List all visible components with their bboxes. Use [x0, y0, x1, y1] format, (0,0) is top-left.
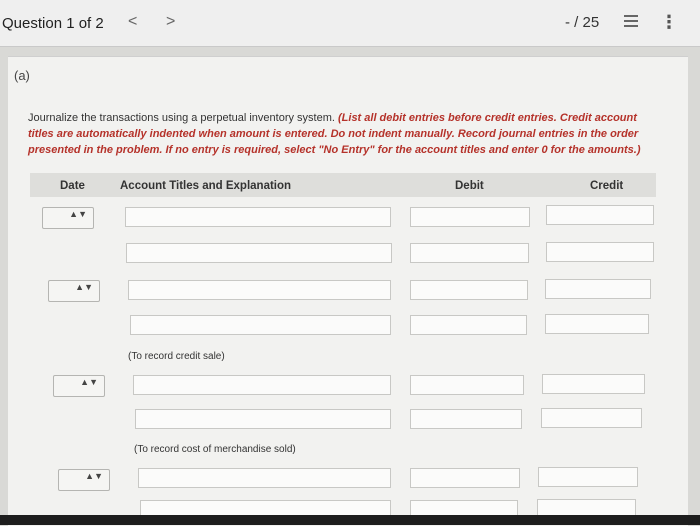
score-display: - / 25 — [565, 14, 600, 31]
screen-bottom-edge — [0, 515, 700, 525]
instructions-text: Journalize the transactions using a perpetual inventory system. — [28, 112, 338, 124]
credit-input[interactable] — [541, 408, 642, 428]
instructions-note: (List all debit entries before credit entries. Credit account titles are automatically indented when amount is entered. Do not indent manually. Record journal entries in the order presented in the problem. If no entry is required, select "No Entry" for the account titles and enter 0 for the amounts.) — [28, 112, 641, 156]
account-header: Account Titles and Explanation — [120, 180, 292, 192]
account-title-input[interactable] — [125, 207, 391, 227]
debit-input[interactable] — [410, 375, 524, 395]
entry-explanation: (To record cost of merchandise sold) — [134, 444, 296, 455]
credit-input[interactable] — [538, 467, 638, 487]
debit-input[interactable] — [410, 243, 529, 263]
select-arrows-icon: ▲▼ — [75, 282, 93, 292]
account-title-input[interactable] — [126, 243, 392, 263]
debit-input[interactable] — [410, 207, 530, 227]
journal-table-header — [30, 173, 656, 197]
debit-input[interactable] — [410, 468, 520, 488]
question-list-icon[interactable] — [624, 15, 638, 29]
more-options-icon[interactable]: ⋮ — [660, 12, 676, 32]
debit-input[interactable] — [410, 409, 522, 429]
question-counter: Question 1 of 2 — [2, 15, 104, 32]
previous-question-button[interactable]: < — [128, 13, 138, 30]
account-title-input[interactable] — [128, 280, 391, 300]
account-title-input[interactable] — [133, 375, 391, 395]
credit-input[interactable] — [546, 205, 654, 225]
date-select[interactable] — [42, 207, 94, 229]
credit-input[interactable] — [545, 279, 651, 299]
entry-explanation: (To record credit sale) — [128, 351, 225, 362]
debit-input[interactable] — [410, 315, 527, 335]
select-arrows-icon: ▲▼ — [69, 209, 87, 219]
date-select[interactable] — [53, 375, 105, 397]
debit-header: Debit — [455, 180, 484, 192]
select-arrows-icon: ▲▼ — [85, 471, 103, 481]
credit-input[interactable] — [545, 314, 649, 334]
select-arrows-icon: ▲▼ — [80, 377, 98, 387]
credit-input[interactable] — [542, 374, 645, 394]
next-question-button[interactable]: > — [166, 13, 176, 30]
question-header — [0, 0, 700, 47]
date-select[interactable] — [48, 280, 100, 302]
account-title-input[interactable] — [130, 315, 391, 335]
part-label: (a) — [14, 68, 30, 83]
date-select[interactable] — [58, 469, 110, 491]
account-title-input[interactable] — [138, 468, 391, 488]
credit-input[interactable] — [546, 242, 654, 262]
instructions — [28, 110, 648, 158]
account-title-input[interactable] — [135, 409, 391, 429]
debit-input[interactable] — [410, 280, 528, 300]
date-header: Date — [60, 180, 85, 192]
credit-header: Credit — [590, 180, 624, 192]
